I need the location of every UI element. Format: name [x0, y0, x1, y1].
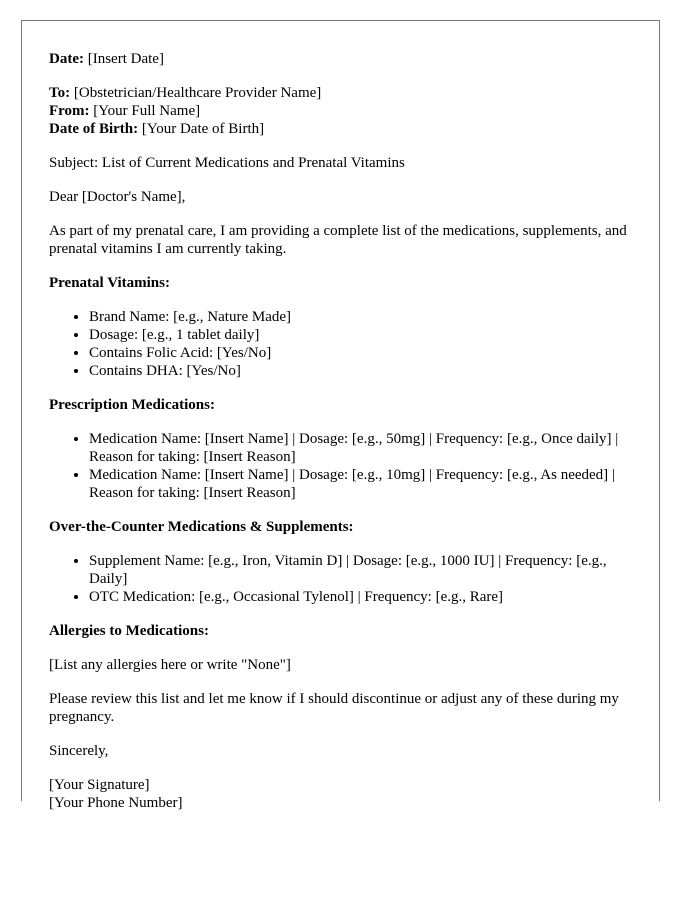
otc-heading: Over-the-Counter Medications & Supplements:	[49, 519, 354, 535]
list-item: • Contains DHA: [Yes/No]	[89, 362, 633, 380]
prescription-heading: Prescription Medications:	[49, 397, 215, 413]
dob-line	[49, 120, 633, 138]
closing-request: Please review this list and let me know if I should discontinue or adjust any of these during my pregnancy.	[49, 691, 619, 725]
signoff: Sincerely,	[49, 743, 109, 759]
address-block	[49, 84, 633, 138]
date-block	[49, 50, 633, 68]
list-item: • Supplement Name: [e.g., Iron, Vitamin D] | Dosage: [e.g., 1000 IU] | Frequency: [e.g., Daily]	[89, 552, 633, 588]
otc-list	[49, 552, 633, 606]
date-label: Date:	[49, 51, 84, 67]
list-item: • Medication Name: [Insert Name] | Dosage: [e.g., 10mg] | Frequency: [e.g., As needed] | Reason for taking: [Insert Reason]	[89, 466, 633, 502]
letter-content	[22, 21, 659, 812]
dob-value: [Your Date of Birth]	[141, 121, 265, 137]
list-item: • Medication Name: [Insert Name] | Dosage: [e.g., 50mg] | Frequency: [e.g., Once daily] | Reason for taking: [Insert Reason]	[89, 430, 633, 466]
letter-page	[21, 20, 660, 811]
to-label: To:	[49, 85, 71, 101]
phone-line: [Your Phone Number]	[49, 795, 183, 811]
signature-block	[49, 776, 633, 812]
to-value: [Obstetrician/Healthcare Provider Name]	[73, 85, 322, 101]
list-item: • Dosage: [e.g., 1 tablet daily]	[89, 326, 633, 344]
prenatal-list	[49, 308, 633, 380]
intro-paragraph: As part of my prenatal care, I am providing a complete list of the medications, supplements, and prenatal vitamins I am currently taking.	[49, 223, 627, 257]
to-line	[49, 84, 633, 102]
dob-label: Date of Birth:	[49, 121, 139, 137]
from-label: From:	[49, 103, 90, 119]
list-item: • Contains Folic Acid: [Yes/No]	[89, 344, 633, 362]
date-value: [Insert Date]	[87, 51, 164, 67]
salutation: Dear [Doctor's Name],	[49, 189, 186, 205]
allergies-heading: Allergies to Medications:	[49, 623, 209, 639]
signature-line: [Your Signature]	[49, 777, 150, 793]
allergies-text: [List any allergies here or write "None"]	[49, 657, 291, 673]
prenatal-heading: Prenatal Vitamins:	[49, 275, 170, 291]
from-value: [Your Full Name]	[93, 103, 201, 119]
from-line	[49, 102, 633, 120]
prescription-list	[49, 430, 633, 502]
list-item: • Brand Name: [e.g., Nature Made]	[89, 308, 633, 326]
date-line	[49, 50, 633, 68]
subject-line: Subject: List of Current Medications and Prenatal Vitamins	[49, 155, 405, 171]
list-item: • OTC Medication: [e.g., Occasional Tylenol] | Frequency: [e.g., Rare]	[89, 588, 633, 606]
